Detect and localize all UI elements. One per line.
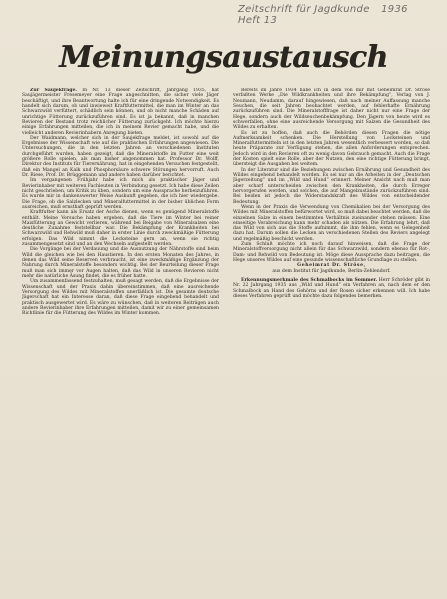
paragraph — [233, 205, 430, 242]
paragraph — [22, 247, 219, 279]
paragraph-lead: Zur Saujekfrage. — [30, 88, 78, 93]
paragraph — [22, 178, 219, 210]
paragraph — [22, 279, 219, 316]
paragraph-text: Zum Schluß möchte ich noch darauf hinweisen, daß die Frage der Mineralstoffversorgung nicht allein für das Schwarzwild, sondern ebenso für Rot-, Dam- und Rehwild von Bedeutung ist. Möge diese Aussprache dazu beitragen, die Hege unseres Wildes auf eine gesunde wissenschaftliche Grundlage zu stellen. — [233, 242, 430, 263]
paragraph-text: In Nr. 13 dieser Zeitschrift, Jahrgang 1935, hat Saujägermeister Fresemeyer eine Frage angeschnitten, die sicher viele Jäger beschäftigt, und ihre Beantwortung halte ich für eine dringende Notwendigkeit. Es handelt sich darum, ob und inwieweit Kraftfuttermittel, die man im Winter an das Schwarzwild verfüttert, schädlich sein können, und ob nicht manche Schäden auf unrichtige Fütterung zurückzuführen sind. Es ist ja bekannt, daß in manchen Revieren der Bestand trotz reichlicher Fütterung zurückgeht. Ich möchte hierzu einige Erfahrungen mitteilen, die ich in meinem Revier gemacht habe, und die vielleicht anderen Revierinhabern Anregung bieten. — [22, 88, 219, 136]
paragraph-text: Herr Schröder gibt in Nr. 22 Jahrgang 1935 aus „Wild und Hund“ ein Verfahren an, nach dem er den Schmalbock an Hand des Gehörns und der Rosen sicher erkennen will. Ich habe dieses Verfahren geprüft und möchte dazu folgendes bemerken. — [233, 277, 430, 299]
paragraph-text: Der Waidmann, welcher sich in der Saujekfrage meldet, ist sowohl auf die Ergebnisse der Wissenschaft wie auf die praktischen Erfahrungen angewiesen. Die Untersuchungen, die in den letzten Jahren an verschiedenen Instituten durchgeführt wurden, haben gezeigt, daß die Mineralstoffe im Futter eine weit größere Rolle spielen, als man bisher angenommen hat. Professor Dr. Wolff, Direktor des Instituts für Tierernährung, hat in eingehenden Versuchen festgestellt, daß ein Mangel an Kalk und Phosphorsäure schwere Störungen hervorruft. Auch Dr. Riese, Prof. Dr. Brüggemann und andere haben darüber berichtet. — [22, 135, 219, 178]
handwritten-note — [238, 4, 438, 26]
paragraph-lead: Erkennungsmerkmale des Schmalbocks im Sommer. — [241, 277, 378, 283]
paragraph — [233, 278, 430, 299]
paragraph — [22, 210, 219, 247]
paragraph — [22, 88, 219, 136]
paragraph — [233, 131, 430, 168]
paragraph — [233, 168, 430, 205]
paragraph-text: Kraftfutter kann als Ersatz der Asche dienen, wenn es genügend Mineralstoffe enthält. Meine Versuche haben ergeben, daß die Tiere im Winter bei reiner Maisfütterung an Gewicht verlieren, während bei Beigabe von Mineralsalzen eine deutliche Zunahme feststellbar war. Die Bekämpfung der Krankheiten bei Schwarzwild und Rehwild muß daher in erster Linie durch zweckmäßige Fütterung erfolgen. Das Wild nimmt die Lecksteine gern an, wenn sie richtig zusammengesetzt sind und an den Wechseln aufgestellt werden. — [22, 210, 219, 248]
signature-name: Geheimrat Dr. Ströse, — [297, 263, 366, 269]
paragraph-text: In der Literatur sind die Beziehungen zwischen Ernährung und Gesundheit des Wildes eingehend behandelt worden. Es sei nur an die Arbeiten in der „Deutschen Jägerzeitung“ und im „Wild und Hund“ erinnert. Meiner Ansicht nach muß man aber scharf unterscheiden zwischen den Krankheiten, die durch Erreger hervorgerufen werden, und solchen, die auf Mangelzustände zurückzuführen sind. Bei beiden ist jedoch die Widerstandskraft des Wildes von entscheidender Bedeutung. — [233, 167, 430, 205]
handwritten-note-1: Zeitschrift für Jagdkunde — [238, 4, 370, 15]
signature-affiliation: aus dem Institut für Jagdkunde, Berlin-Zehlendorf. — [272, 268, 391, 274]
paragraph-text: Bereits im Jahre 1934 habe ich in dem von mir mit Geheimrat Dr. Ströse verfaßten Werke „Die Wildkrankheiten und ihre Bekämpfung“, Verlag von J. Neumann, Neudamm, darauf hingewiesen, daß nach meiner Auffassung manche Seuchen, die seit Jahren beobachtet werden, auf fehlerhafte Ernährung zurückzuführen sind. Die Mineralstofffrage ist daher nicht nur eine Frage der Hege, sondern auch der Wildseuchenbekämpfung. Den Jägern von heute wird es schwerfallen, ohne eine ausreichende Versorgung mit Salzen die Gesundheit des Wildes zu erhalten. — [233, 88, 430, 131]
paragraph-text: Es ist zu hoffen, daß auch die Behörden diesen Fragen die nötige Aufmerksamkeit schenken. Die Herstellung von Lecksteinen und Mineralfuttermitteln ist in den letzten Jahren wesentlich verbessert worden, so daß heute Präparate zur Verfügung stehen, die allen Anforderungen entsprechen. Jedoch wird in den Revieren oft zu wenig davon Gebrauch gemacht. Auch die Frage der Kosten spielt eine Rolle, aber der Nutzen, den eine richtige Fütterung bringt, übersteigt die Ausgaben bei weitem. — [233, 130, 430, 168]
signature — [233, 263, 430, 274]
paragraph-text: Um zusammenfassend festzuhalten, muß gesagt werden, daß die Ergebnisse der Wissenschaft und der Praxis dahin übereinstimmen, daß eine ausreichende Versorgung des Wildes mit Mineralstoffen unerläßlich ist. Die gesamte deutsche Jägerschaft hat ein Interesse daran, daß diese Frage eingehend behandelt und praktisch ausgewertet wird. Es wäre zu wünschen, daß in weiteren Beiträgen auch andere Revierinhaber ihre Erfahrungen mitteilen, damit wir zu einer gemeinsamen Richtlinie für die Fütterung des Wildes im Winter kommen. — [22, 279, 219, 317]
paragraph-text: Wenn in der Praxis die Verwendung von Chemikalien bei der Versorgung des Wildes mit Mineralstoffen befürwortet wird, so muß dabei beachtet werden, daß die einzelnen Salze in einem bestimmten Verhältnis zueinander stehen müssen. Eine einseitige Verabreichung kann mehr schaden als nützen. Die Erfahrung lehrt, daß das Wild von sich aus die Stoffe aufnimmt, die ihm fehlen, wenn es Gelegenheit dazu hat. Darum sollen die Lecken an verschiedenen Stellen des Reviers angelegt und regelmäßig beschickt werden. — [233, 204, 430, 242]
paragraph — [233, 242, 430, 263]
handwritten-note-2: 1936 — [381, 4, 408, 15]
article-columns — [22, 88, 430, 588]
paragraph-text: Im vergangenen Frühjahr habe ich mich als praktischer Jäger und Revierinhaber mit weiteren Fachleuten in Verbindung gesetzt. Ich habe diese Zeilen nicht geschrieben, um Kritik zu üben, sondern um eine Aussprache herbeizuführen. Es wurde mir in dankenswerter Weise Auskunft gegeben, die ich hier wiedergebe. Die Frage, ob die Salzlecken und Mineralfuttermittel in der bisher üblichen Form ausreichen, muß ernsthaft geprüft werden. — [22, 178, 219, 210]
left-column — [22, 88, 219, 588]
paragraph — [233, 88, 430, 131]
handwritten-note-3: Heft 13 — [238, 15, 278, 26]
paragraph-text: Die Vorgänge bei der Verdauung und die Ausnutzung der Nährstoffe sind beim Wild die gleichen wie bei den Haustieren. In den ersten Monaten des Jahres, in denen das Wild seine Reserven verbraucht, ist eine zweckmäßige Ergänzung der Nahrung durch Mineralstoffe besonders wichtig. Bei der Beurteilung dieser Frage muß man sich immer vor Augen halten, daß das Wild in unseren Revieren nicht mehr die natürliche Äsung findet, die es früher hatte. — [22, 247, 219, 279]
right-column — [233, 88, 430, 588]
paragraph — [22, 136, 219, 179]
page-title: Meinungsaustausch — [59, 40, 388, 75]
